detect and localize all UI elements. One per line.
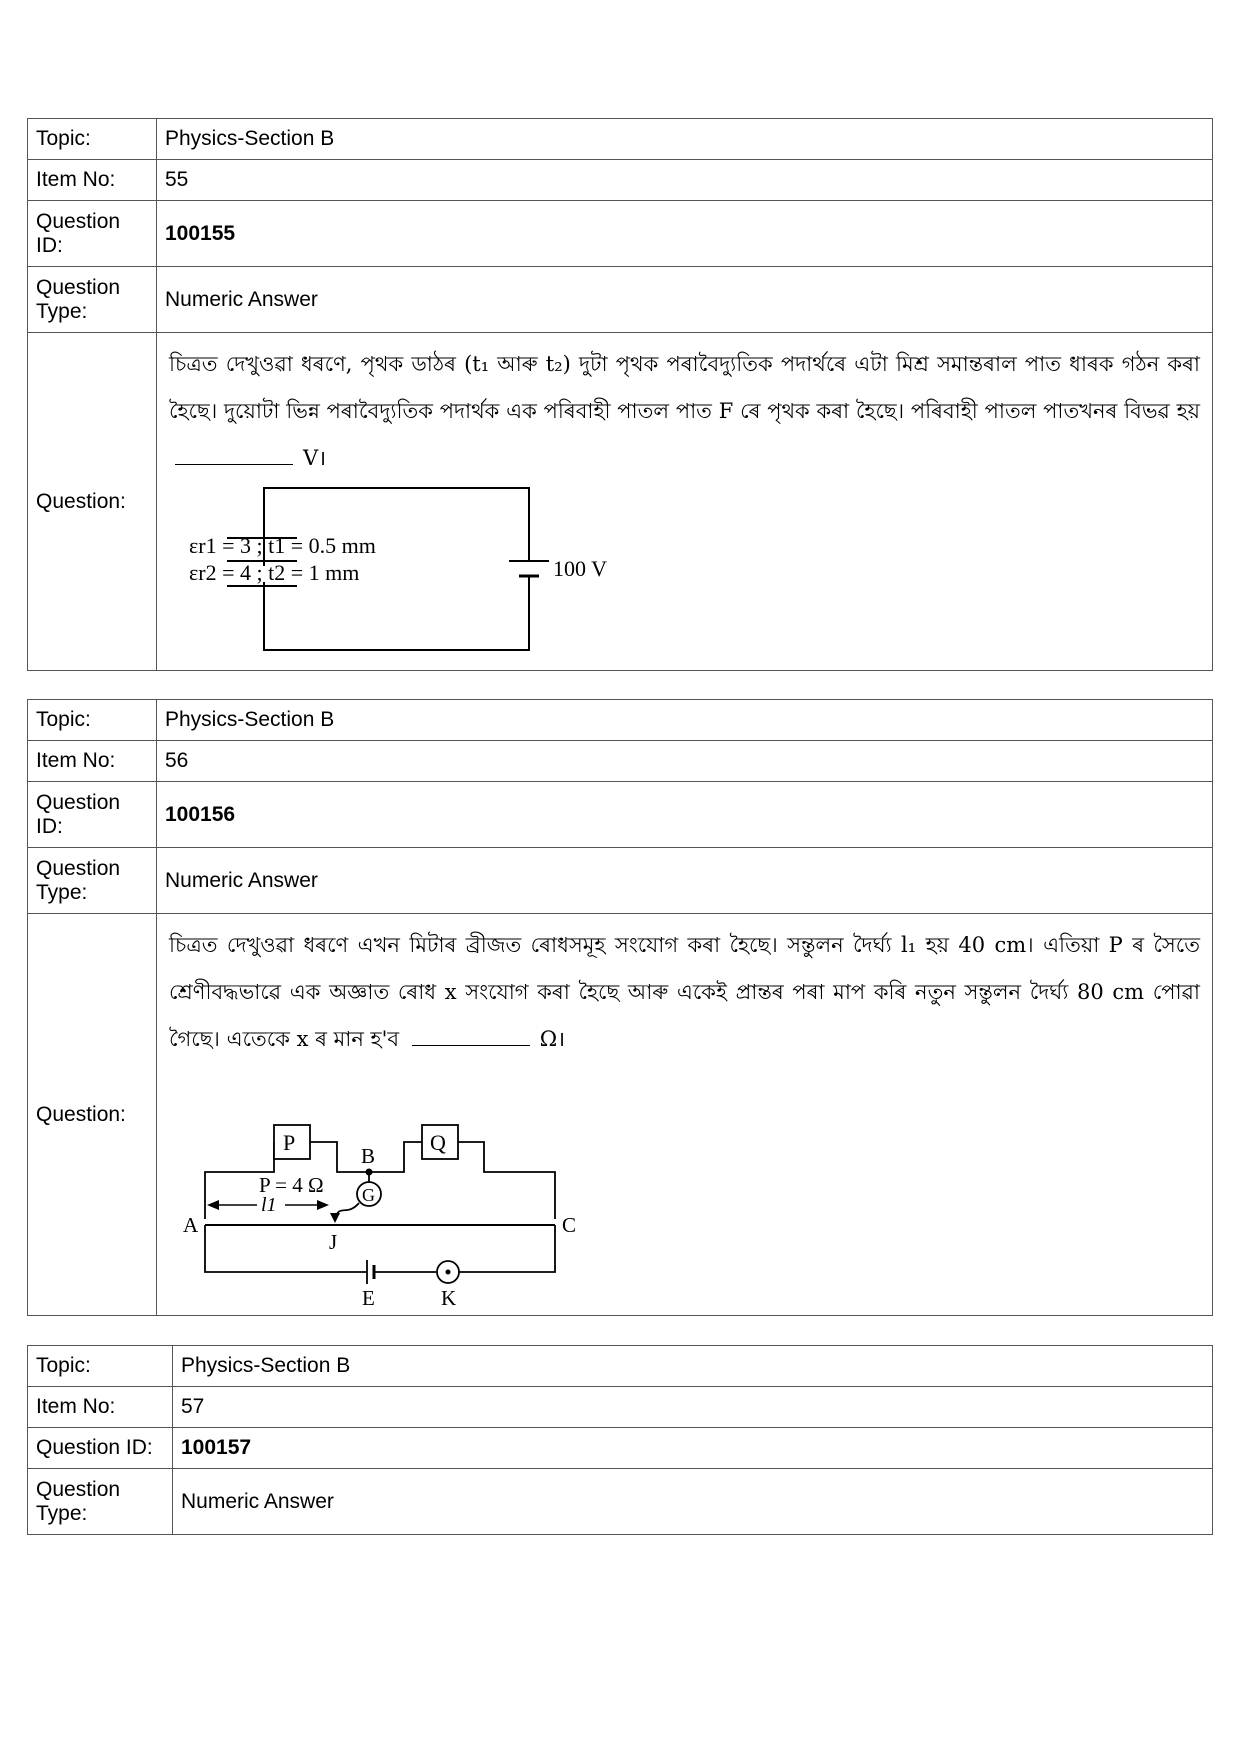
- answer-blank: [175, 444, 293, 465]
- question-id-value: 100156: [165, 802, 236, 826]
- question-row: [28, 333, 1213, 671]
- topic-value: Physics-Section B: [157, 700, 1213, 741]
- key-dot: [446, 1270, 451, 1275]
- question-id-label: Question ID:: [28, 1428, 173, 1469]
- question-unit: V।: [303, 446, 327, 470]
- question-type-label: Question Type:: [28, 848, 157, 914]
- item-no-row: [28, 1387, 1213, 1428]
- question-unit: Ω।: [539, 1027, 566, 1051]
- item-no-label: Item No:: [28, 741, 157, 782]
- topic-label: Topic:: [28, 700, 157, 741]
- question-id-value: 100157: [181, 1436, 252, 1459]
- question-table-55: [27, 118, 1213, 671]
- l1-label: l1: [261, 1194, 277, 1216]
- question-type-value: Numeric Answer: [173, 1469, 1213, 1535]
- question-id-value: 100155: [165, 221, 236, 245]
- topic-value: Physics-Section B: [173, 1346, 1213, 1387]
- question-row: [28, 914, 1213, 1316]
- jockey-j-label: J: [329, 1230, 338, 1254]
- question-type-row: [28, 848, 1213, 914]
- lower-wire-right: [459, 1225, 555, 1272]
- l1-arrow-left: [207, 1200, 219, 1210]
- question-label: Question:: [28, 914, 157, 1316]
- topic-value: Physics-Section B: [157, 119, 1213, 160]
- question-id-row: [28, 201, 1213, 267]
- question-type-value: Numeric Answer: [157, 848, 1213, 914]
- question-id-label: Question ID:: [28, 201, 157, 267]
- jockey-tip: [330, 1213, 340, 1223]
- l1-arrow-right: [317, 1200, 329, 1210]
- question-id-label: Question ID:: [28, 782, 157, 848]
- resistor-p-label: P: [283, 1130, 296, 1155]
- p-value-label: P = 4 Ω: [259, 1173, 324, 1197]
- item-no-row: [28, 160, 1213, 201]
- circuit-wire-bottom: [264, 576, 529, 650]
- question-type-label: Question Type:: [28, 267, 157, 333]
- galvanometer-label: G: [362, 1185, 375, 1205]
- question-label: Question:: [28, 333, 157, 671]
- cell-e-label: E: [362, 1286, 375, 1305]
- jockey-wire: [335, 1203, 359, 1219]
- point-a-label: A: [183, 1213, 199, 1237]
- question-type-value: Numeric Answer: [157, 267, 1213, 333]
- item-no-value: 57: [173, 1387, 1213, 1428]
- question-table-57: [27, 1345, 1213, 1535]
- question-text: [169, 341, 1200, 482]
- item-no-row: [28, 741, 1213, 782]
- topic-row: [28, 119, 1213, 160]
- question-id-row: [28, 1428, 1213, 1469]
- topic-row: [28, 1346, 1213, 1387]
- question-table-56: [27, 699, 1213, 1316]
- item-no-value: 56: [157, 741, 1213, 782]
- meter-bridge-figure: [169, 1067, 609, 1305]
- question-type-label: Question Type:: [28, 1469, 173, 1535]
- answer-blank: [412, 1025, 530, 1046]
- topic-label: Topic:: [28, 119, 157, 160]
- dielectric-1-label: εr1 = 3 ; t1 = 0.5 mm: [189, 533, 376, 558]
- item-no-label: Item No:: [28, 1387, 173, 1428]
- topic-row: [28, 700, 1213, 741]
- question-type-row: [28, 267, 1213, 333]
- topic-label: Topic:: [28, 1346, 173, 1387]
- question-type-row: [28, 1469, 1213, 1535]
- question-body: চিত্রত দেখুওৱা ধৰণে, পৃথক ডাঠৰ (t₁ আৰু t₂) দুটা পৃথক পৰাবৈদ্যুতিক পদাৰ্থৰে এটা মিশ্ৰ সমান্তৰাল পাত ধাৰক গঠন কৰা হৈছে। দুয়োটা ভিন্ন পৰাবৈদ্যুতিক পদাৰ্থক এক পৰিবাহী পাতল পাত F ৰে পৃথক কৰা হৈছে। পৰিবাহী পাতল পাতখনৰ বিভৱ হয়: [169, 352, 1200, 423]
- question-body: চিত্রত দেখুওৱা ধৰণে এখন মিটাৰ ব্ৰীজত ৰোধসমূহ সংযোগ কৰা হৈছে। সন্তুলন দৈৰ্ঘ্য l₁ হয় 40 cm। এতিয়া P ৰ সৈতে শ্ৰেণীবদ্ধভাৱে এক অজ্ঞাত ৰোধ x সংযোগ কৰা হৈছে আৰু একেই প্ৰান্তৰ পৰা মাপ কৰি নতুন সন্তুলন দৈৰ্ঘ্য 80 cm পোৱা গৈছে। এতেকে x ৰ মান হ'ব: [169, 933, 1200, 1051]
- capacitor-circuit-figure: [169, 486, 629, 654]
- upper-wire-right: [458, 1142, 555, 1219]
- item-no-value: 55: [157, 160, 1213, 201]
- point-c-label: C: [562, 1213, 577, 1237]
- dielectric-2-label: εr2 = 4 ; t2 = 1 mm: [189, 560, 360, 585]
- point-b-label: B: [361, 1144, 376, 1168]
- question-text: [169, 922, 1200, 1063]
- lower-wire: [205, 1225, 367, 1272]
- resistor-q-label: Q: [430, 1130, 446, 1155]
- battery-label: 100 V: [553, 556, 607, 581]
- question-id-row: [28, 782, 1213, 848]
- item-no-label: Item No:: [28, 160, 157, 201]
- key-k-label: K: [441, 1286, 457, 1305]
